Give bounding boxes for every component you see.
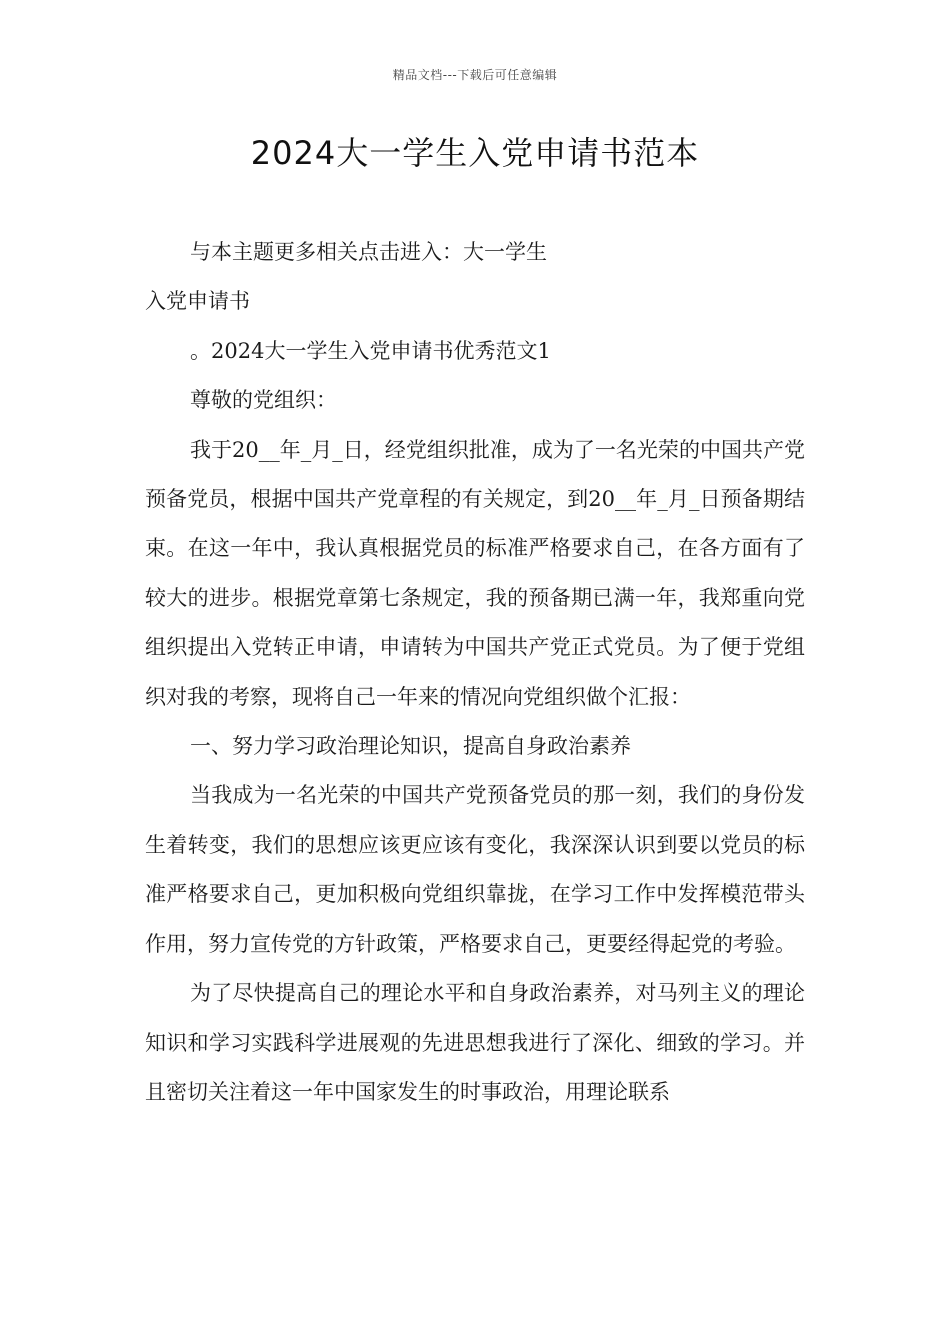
paragraph-salutation: 尊敬的党组织： bbox=[190, 388, 337, 413]
paragraph-section-1-b: 为了尽快提高自己的理论水平和自身政治素养，对马列主义的理论知识和学习实践科学进展观的先进思想我进行了深化、细致的学习。并且密切关注着这一年中国家发生的时事政治，用理论联系 bbox=[145, 981, 805, 1104]
paragraph-sample-heading: 。2024大一学生入党申请书优秀范文1 bbox=[190, 338, 551, 363]
document-title: 2024大一学生入党申请书范本 bbox=[250, 134, 700, 172]
paragraph-related-topic: 入党申请书 bbox=[145, 289, 250, 314]
document-body bbox=[145, 228, 805, 1117]
paragraph-related-link: 与本主题更多相关点击进入：大一学生 bbox=[190, 240, 547, 264]
section-heading-1: 一、努力学习政治理论知识，提高自身政治素养 bbox=[190, 734, 631, 759]
paragraph-section-1-a: 当我成为一名光荣的中国共产党预备党员的那一刻，我们的身份发生着转变，我们的思想应该更应该有变化，我深深认识到要以党员的标准严格要求自己，更加积极向党组织靠拢，在学习工作中发挥模范带头作用，努力宣传党的方针政策，严格要求自己，更要经得起党的考验。 bbox=[145, 783, 805, 956]
document-watermark-header: 精品文档---下载后可任意编辑 bbox=[392, 68, 558, 82]
paragraph-intro: 我于20__年_月_日，经党组织批准，成为了一名光荣的中国共产党预备党员，根据中国共产党章程的有关规定，到20__年_月_日预备期结束。在这一年中，我认真根据党员的标准严格要求自己，在各方面有了较大的进步。根据党章第七条规定，我的预备期已满一年，我郑重向党组织提出入党转正申请，申请转为中国共产党正式党员。为了便于党组织对我的考察，现将自己一年来的情况向党组织做个汇报： bbox=[145, 437, 805, 709]
